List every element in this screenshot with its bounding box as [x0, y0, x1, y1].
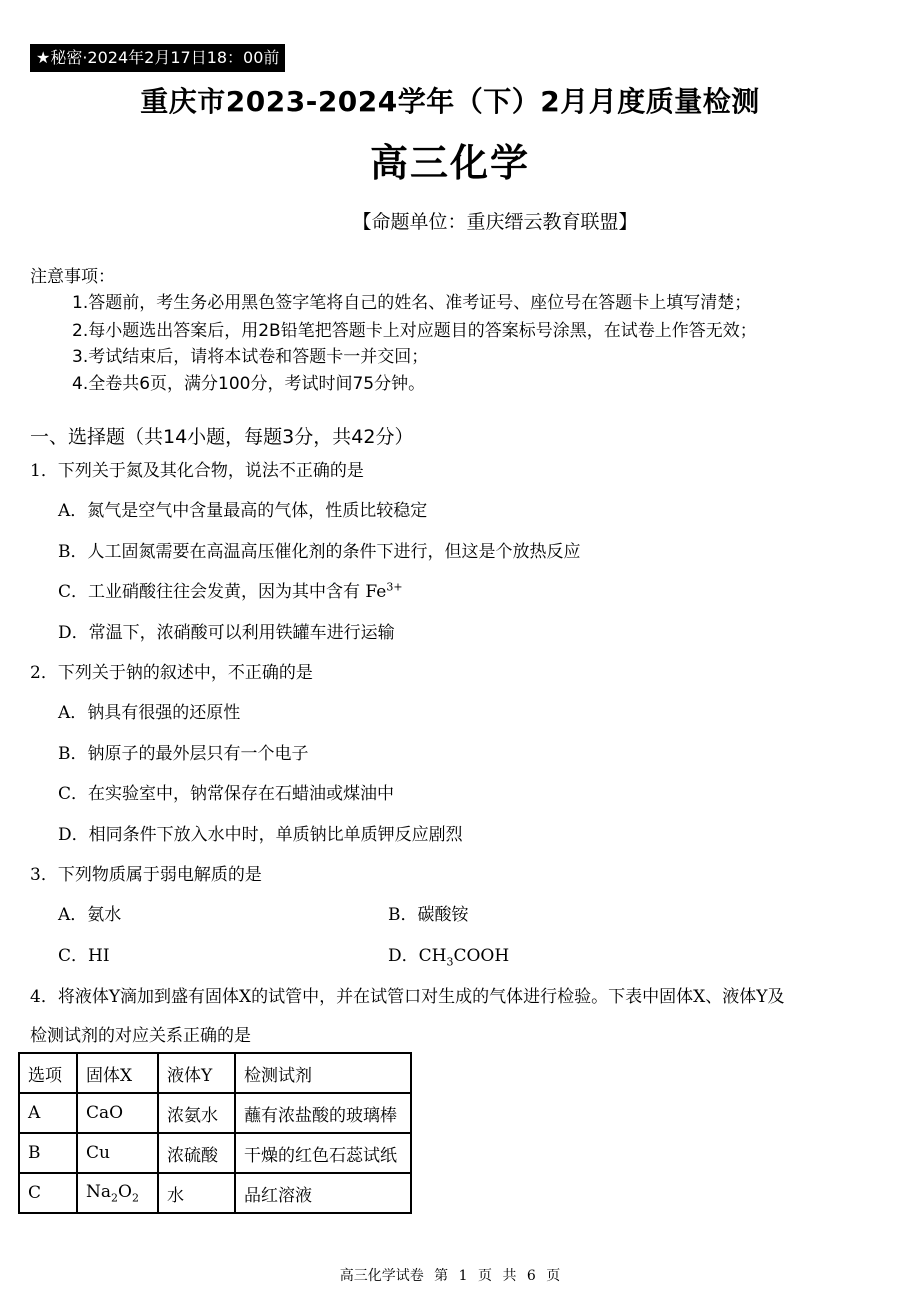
q2-option-a: A．钠具有很强的还原性	[58, 703, 241, 723]
table-cell: 蘸有浓盐酸的玻璃棒	[235, 1093, 411, 1133]
exam-title: 重庆市2023-2024学年（下）2月月度质量检测	[140, 85, 760, 118]
table-cell: C	[19, 1173, 77, 1213]
table-cell: 浓氨水	[158, 1093, 235, 1133]
q3-option-b: B．碳酸铵	[388, 905, 469, 925]
section-heading: 一、选择题（共14小题，每题3分，共42分）	[30, 426, 414, 448]
table-header-cell: 固体X	[77, 1053, 158, 1093]
table-header-cell: 液体Y	[158, 1053, 235, 1093]
table-cell: CaO	[77, 1093, 158, 1133]
table-header-row	[19, 1053, 411, 1093]
table-row	[19, 1133, 411, 1173]
q1-option-a: A．氮气是空气中含量最高的气体，性质比较稳定	[58, 501, 428, 521]
q4-stem-line2: 检测试剂的对应关系正确的是	[30, 1026, 251, 1046]
q3-stem: 3．下列物质属于弱电解质的是	[30, 865, 262, 885]
q3-option-c: C．HI	[58, 946, 110, 966]
table-cell: 浓硫酸	[158, 1133, 235, 1173]
q1-option-b: B．人工固氮需要在高温高压催化剂的条件下进行，但这是个放热反应	[58, 542, 581, 562]
table-row	[19, 1173, 411, 1213]
table-header-cell: 选项	[19, 1053, 77, 1093]
q2-stem: 2．下列关于钠的叙述中，不正确的是	[30, 663, 313, 683]
q1-option-d: D．常温下，浓硝酸可以利用铁罐车进行运输	[58, 623, 395, 643]
q4-table	[18, 1052, 412, 1214]
q1-stem: 1．下列关于氮及其化合物，说法不正确的是	[30, 461, 364, 481]
exam-subject: 高三化学	[369, 141, 530, 185]
notice-heading: 注意事项：	[30, 267, 115, 287]
table-cell: 品红溶液	[235, 1173, 411, 1213]
q2-option-b: B．钠原子的最外层只有一个电子	[58, 744, 309, 764]
table-row	[19, 1093, 411, 1133]
table-cell: $Na_2O_2$	[77, 1173, 158, 1213]
table-cell: Cu	[77, 1133, 158, 1173]
notice-item-4: 4.全卷共6页，满分100分，考试时间75分钟。	[72, 374, 426, 394]
confidential-banner: ★秘密·2024年2月17日18：00前	[30, 44, 285, 72]
q1-option-c: C．工业硝酸往往会发黄，因为其中含有 $Fe^{3+}$	[58, 580, 403, 602]
q3-option-a: A．氨水	[58, 905, 122, 925]
q2-option-d: D．相同条件下放入水中时，单质钠比单质钾反应剧烈	[58, 825, 463, 845]
table-cell: 干燥的红色石蕊试纸	[235, 1133, 411, 1173]
table-cell: B	[19, 1133, 77, 1173]
notice-item-2: 2.每小题选出答案后，用2B铅笔把答题卡上对应题目的答案标号涂黑，在试卷上作答无效；	[72, 321, 757, 341]
table-header-cell: 检测试剂	[235, 1053, 411, 1093]
notice-item-3: 3.考试结束后，请将本试卷和答题卡一并交回；	[72, 347, 429, 367]
q3-option-d: D．$CH_3COOH$	[388, 946, 510, 969]
notice-item-1: 1.答题前，考生务必用黑色签字笔将自己的姓名、准考证号、座位号在答题卡上填写清楚；	[72, 293, 752, 313]
q2-option-c: C．在实验室中，钠常保存在石蜡油或煤油中	[58, 784, 395, 804]
table-cell: A	[19, 1093, 77, 1133]
q4-stem-line1: 4．将液体Y滴加到盛有固体X的试管中，并在试管口对生成的气体进行检验。下表中固体X、液体Y及	[30, 987, 785, 1007]
issuing-unit: 【命题单位：重庆缙云教育联盟】	[352, 211, 638, 233]
page-footer: 高三化学试卷 第 1 页 共 6 页	[339, 1268, 561, 1284]
table-cell: 水	[158, 1173, 235, 1213]
